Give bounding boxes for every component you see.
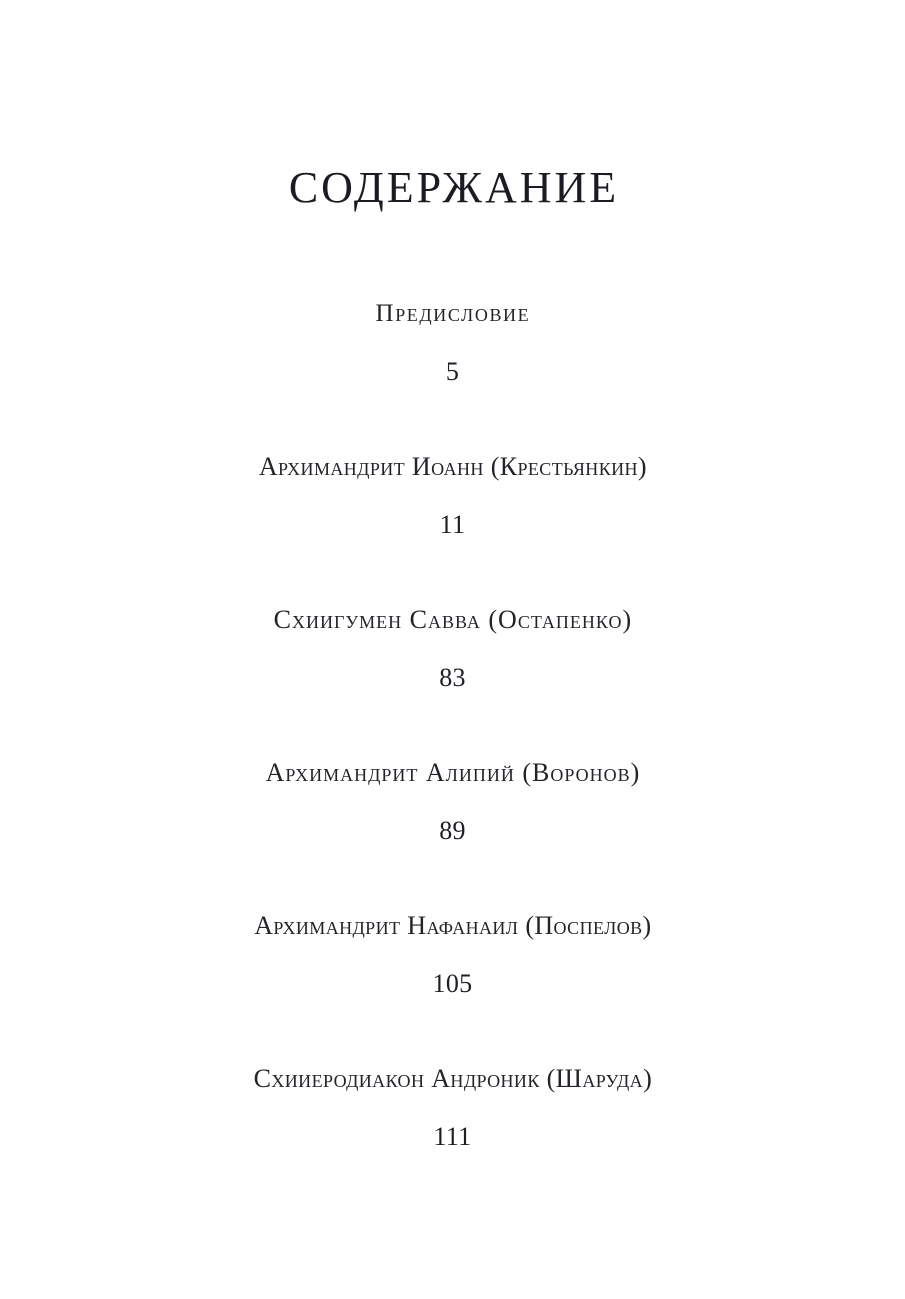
- toc-entry[interactable]: [0, 602, 905, 695]
- toc-entry-page-number: 11: [439, 510, 466, 539]
- page-title: СОДЕРЖАНИЕ: [288, 163, 620, 213]
- toc-entry[interactable]: [0, 908, 905, 1001]
- toc-entry-page-number: 111: [433, 1122, 472, 1151]
- toc-entry-page-number: 89: [439, 816, 466, 845]
- toc-entry-page-number: 5: [445, 357, 460, 386]
- toc-entry[interactable]: [0, 755, 905, 848]
- toc-entry[interactable]: [0, 1061, 905, 1154]
- toc-entry-page-number: 105: [432, 969, 473, 998]
- toc-entry-page-number: 83: [439, 663, 466, 692]
- toc-entry-list: [0, 296, 905, 1154]
- toc-entry-name: Архимандрит Нафанаил (Поспелов): [254, 911, 652, 940]
- toc-entry[interactable]: [0, 449, 905, 542]
- toc-entry-name: Схиигумен Савва (Остапенко): [273, 605, 633, 634]
- toc-entry-name: Архимандрит Алипий (Воронов): [265, 758, 641, 787]
- toc-entry-name: Предисловие: [375, 300, 531, 327]
- toc-entry-name: Схииеродиакон Андроник (Шаруда): [253, 1064, 653, 1093]
- toc-entry[interactable]: [0, 296, 905, 389]
- toc-entry-name: Архимандрит Иоанн (Крестьянкин): [258, 452, 647, 481]
